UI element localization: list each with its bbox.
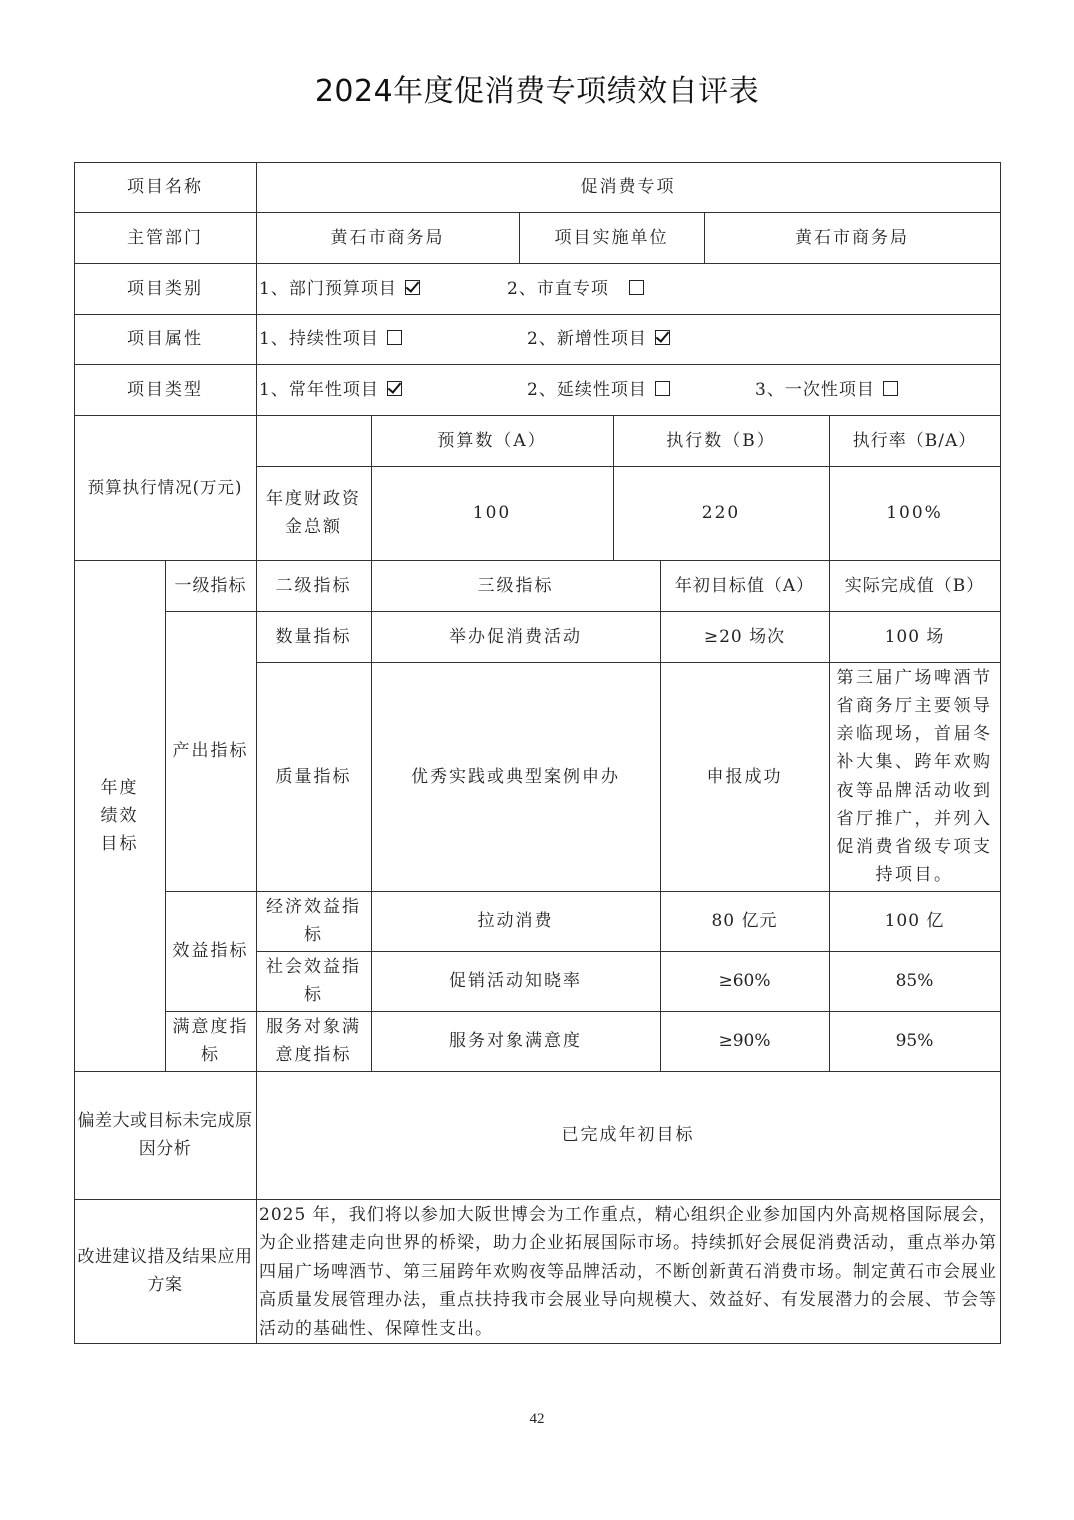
indicator-level2: 社会效益指标 bbox=[266, 957, 361, 1005]
budget-header-executed: 执行数（B） bbox=[666, 430, 776, 451]
page-number: 42 bbox=[529, 1411, 545, 1427]
col-divider bbox=[660, 560, 661, 1071]
budget-header-rate: 执行率（B/A） bbox=[852, 430, 977, 451]
type-option-annual[interactable]: 1、常年性项目 bbox=[259, 376, 527, 404]
type-option-extended[interactable]: 2、延续性项目 bbox=[527, 376, 755, 404]
row-divider bbox=[165, 891, 1001, 892]
checkbox-unchecked-icon[interactable] bbox=[629, 280, 644, 295]
row-divider bbox=[74, 1071, 1001, 1072]
col-divider bbox=[256, 560, 257, 1071]
indicator-actual: 85% bbox=[895, 971, 934, 991]
attribute-label: 项目属性 bbox=[127, 329, 203, 349]
department-label: 主管部门 bbox=[127, 227, 203, 248]
col-divider bbox=[829, 415, 830, 560]
attribute-option-new[interactable]: 2、新增性项目 bbox=[527, 325, 670, 353]
project-name-label: 项目名称 bbox=[127, 177, 203, 197]
row-divider bbox=[74, 415, 1001, 416]
satisfaction-indicator-label: 满意度指标 bbox=[172, 1017, 249, 1065]
indicator-level2: 经济效益指标 bbox=[266, 897, 361, 945]
indicator-level3: 拉动消费 bbox=[477, 911, 554, 931]
indicator-actual: 100 亿 bbox=[884, 911, 945, 931]
type-label: 项目类型 bbox=[127, 379, 203, 400]
table-border bbox=[74, 1343, 1001, 1344]
execution-rate-value: 100% bbox=[886, 503, 943, 523]
header-actual: 实际完成值（B） bbox=[844, 575, 985, 596]
budget-row-label: 年度财政资金总额 bbox=[266, 489, 361, 537]
indicator-actual: 95% bbox=[895, 1031, 934, 1051]
col-divider bbox=[256, 162, 257, 560]
benefit-indicator-label: 效益指标 bbox=[172, 941, 249, 961]
indicator-target: ≥20 场次 bbox=[703, 626, 786, 647]
indicator-level2: 服务对象满意度指标 bbox=[266, 1017, 361, 1065]
executed-value: 220 bbox=[701, 503, 741, 523]
indicator-level2: 数量指标 bbox=[275, 626, 352, 647]
indicator-actual: 第三届广场啤酒节省商务厅主要领导亲临现场，首届冬补大集、跨年欢购夜等品牌活动收到省厅推广，并列入促消费省级专项支持项目。 bbox=[836, 667, 993, 886]
row-divider bbox=[74, 314, 1001, 315]
project-name-value: 促消费专项 bbox=[580, 177, 676, 197]
col-divider bbox=[704, 212, 705, 263]
indicator-target: 申报成功 bbox=[706, 766, 783, 787]
indicator-level3: 服务对象满意度 bbox=[449, 1031, 582, 1051]
page-title: 2024年度促消费专项绩效自评表 bbox=[314, 74, 760, 109]
row-divider bbox=[74, 560, 1001, 561]
header-level3: 三级指标 bbox=[477, 575, 554, 596]
type-option-one-time[interactable]: 3、一次性项目 bbox=[755, 376, 898, 404]
row-divider bbox=[74, 1199, 1001, 1200]
row-divider bbox=[74, 364, 1001, 365]
type-options bbox=[256, 364, 1000, 415]
indicator-target: ≥90% bbox=[718, 1031, 771, 1051]
row-divider bbox=[256, 951, 1001, 952]
category-label: 项目类别 bbox=[127, 278, 203, 299]
table-border bbox=[1000, 162, 1001, 1344]
impl-unit-label: 项目实施单位 bbox=[554, 227, 669, 248]
header-level2: 二级指标 bbox=[275, 575, 352, 596]
category-option-dept-budget[interactable]: 1、部门预算项目 bbox=[259, 275, 507, 303]
row-divider bbox=[74, 263, 1001, 264]
budget-value: 100 bbox=[472, 503, 512, 523]
table-border bbox=[74, 162, 75, 1344]
attribute-options bbox=[256, 314, 1000, 364]
checkbox-unchecked-icon[interactable] bbox=[883, 381, 898, 396]
indicator-level3: 举办促消费活动 bbox=[449, 626, 582, 647]
checkbox-unchecked-icon[interactable] bbox=[655, 381, 670, 396]
header-level1: 一级指标 bbox=[174, 575, 247, 596]
budget-label: 预算执行情况(万元) bbox=[87, 477, 243, 497]
row-divider bbox=[74, 212, 1001, 213]
output-indicator-label: 产出指标 bbox=[172, 741, 249, 761]
indicator-level3: 促销活动知晓率 bbox=[449, 971, 582, 991]
performance-label: 年度绩效目标 bbox=[100, 777, 139, 854]
checkbox-unchecked-icon[interactable] bbox=[387, 330, 402, 345]
col-divider bbox=[165, 560, 166, 1071]
category-options bbox=[256, 263, 1000, 314]
indicator-target: ≥60% bbox=[718, 971, 771, 991]
table-border bbox=[74, 162, 1001, 163]
row-divider bbox=[165, 1011, 1001, 1012]
col-divider bbox=[613, 415, 614, 560]
attribute-option-continuing[interactable]: 1、持续性项目 bbox=[259, 325, 527, 353]
indicator-target: 80 亿元 bbox=[711, 911, 778, 931]
budget-header-budget: 预算数（A） bbox=[437, 430, 547, 451]
indicator-level2: 质量指标 bbox=[275, 766, 352, 787]
improvement-value: 2025 年，我们将以参加大阪世博会为工作重点，精心组织企业参加国内外高规格国际展会，为企业搭建走向世界的桥梁，助力企业拓展国际市场。持续抓好会展促消费活动，重点举办第四届广场啤酒节、第三届跨年欢购夜等品牌活动，不断创新黄石消费市场。制定黄石市会展业高质量发展管理办法，重点扶持我市会展业导向规模大、效益好、有发展潜力的会展、节会等活动的基础性、保障性支出。 bbox=[259, 1205, 997, 1339]
row-divider bbox=[256, 466, 1001, 467]
indicator-level3: 优秀实践或典型案例申办 bbox=[411, 766, 620, 787]
deviation-value: 已完成年初目标 bbox=[561, 1125, 695, 1145]
category-option-city-special[interactable]: 2、市直专项 bbox=[507, 275, 644, 303]
col-divider bbox=[371, 560, 372, 1071]
col-divider bbox=[371, 415, 372, 560]
improvement-label: 改进建议措及结果应用方案 bbox=[77, 1247, 253, 1295]
checkbox-checked-icon[interactable] bbox=[655, 330, 670, 345]
col-divider bbox=[256, 1071, 257, 1343]
deviation-label: 偏差大或目标未完成原因分析 bbox=[77, 1111, 253, 1159]
row-divider bbox=[256, 662, 1001, 663]
impl-unit-value: 黄石市商务局 bbox=[795, 227, 909, 248]
indicator-actual: 100 场 bbox=[884, 626, 945, 647]
col-divider bbox=[519, 212, 520, 263]
header-target: 年初目标值（A） bbox=[674, 575, 815, 596]
col-divider bbox=[829, 560, 830, 1071]
row-divider bbox=[165, 611, 1001, 612]
checkbox-checked-icon[interactable] bbox=[405, 280, 420, 295]
checkbox-checked-icon[interactable] bbox=[387, 381, 402, 396]
department-value: 黄石市商务局 bbox=[330, 227, 445, 248]
